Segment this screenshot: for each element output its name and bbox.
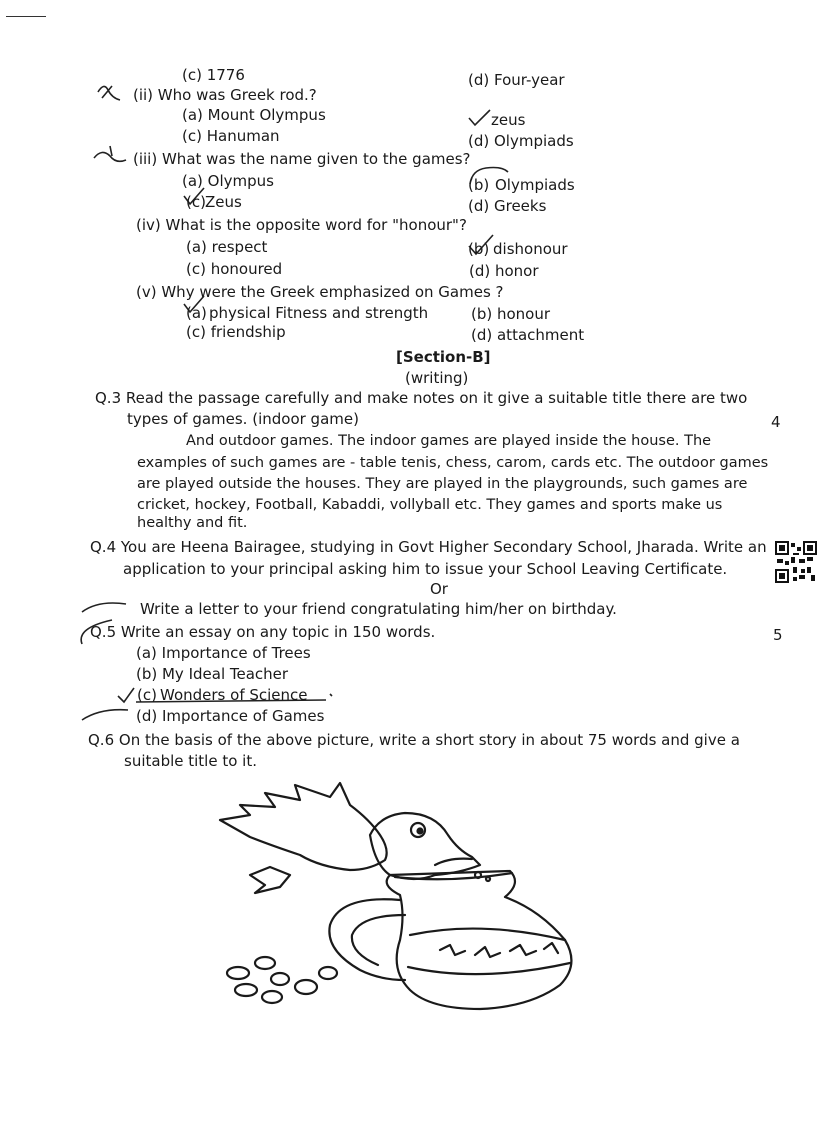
pot-body xyxy=(387,871,572,1009)
q2-option-b: zeus xyxy=(491,111,526,129)
essay-option: (d) Importance of Games xyxy=(136,707,325,725)
essay-option-c-letter: (c) xyxy=(137,686,157,704)
q4-option-d: (d) honor xyxy=(469,262,539,280)
q3-option-a: (a) Olympus xyxy=(182,172,274,190)
crow-beak-line xyxy=(435,859,472,865)
passage-line: healthy and fit. xyxy=(137,515,248,531)
crow-and-pot-illustration xyxy=(210,775,630,1015)
q3w-prompt-line1: Q.3 Read the passage carefully and make notes on it give a suitable title there are two xyxy=(95,389,748,407)
q1-option-c: (c) 1776 xyxy=(182,66,245,84)
passage-line: are played outside the houses. They are played in the playgrounds, such games are xyxy=(137,476,748,492)
passage-line: cricket, hockey, Football, Kabaddi, vollyball etc. They games and sports make us xyxy=(137,497,723,513)
section-subtitle: (writing) xyxy=(405,369,469,387)
q4-option-a: (a) respect xyxy=(186,238,268,256)
section-title: [Section-B] xyxy=(396,348,491,366)
pot-band-top xyxy=(410,929,565,940)
q3-option-d: (d) Greeks xyxy=(468,197,547,215)
q5-question: (v) Why were the Greek emphasized on Games ? xyxy=(136,283,504,301)
q3w-prompt-line2: types of games. (indoor game) xyxy=(127,410,359,428)
q2-option-c: (c) Hanuman xyxy=(182,127,280,145)
pebble xyxy=(319,967,337,979)
essay-option: (a) Importance of Trees xyxy=(136,644,311,662)
pebble xyxy=(235,984,257,996)
essay-option: Wonders of Science xyxy=(160,686,308,704)
q1-option-d: (d) Four-year xyxy=(468,71,565,89)
q4w-prompt-line2: application to your principal asking him to issue your School Leaving Certificate. xyxy=(123,560,728,578)
q3w-marks: 4 xyxy=(771,413,781,431)
passage-line: examples of such games are - table tenis, chess, carom, cards etc. The outdoor games xyxy=(137,455,769,471)
q5-option-a: physical Fitness and strength xyxy=(209,304,429,322)
q4w-prompt-line3: Write a letter to your friend congratulating him/her on birthday. xyxy=(140,600,617,618)
q3-option-b-letter: (b) xyxy=(468,176,490,194)
q2-option-d: (d) Olympiads xyxy=(468,132,574,150)
grade-mark-icon xyxy=(90,142,130,170)
q4-question: (iv) What is the opposite word for "honour"? xyxy=(136,216,467,234)
answer-tick-icon xyxy=(466,108,492,128)
q4-option-c: (c) honoured xyxy=(186,260,283,278)
q6w-prompt-line2: suitable title to it. xyxy=(124,752,257,770)
pebble xyxy=(271,973,289,985)
q5w-prompt: Q.5 Write an essay on any topic in 150 words. xyxy=(90,623,436,641)
pen-stroke-mark-icon xyxy=(74,616,114,646)
q6w-prompt-line1: Q.6 On the basis of the above picture, write a short story in about 75 words and give a xyxy=(88,731,740,749)
q4-option-b-letter: (b) xyxy=(468,240,490,258)
q4w-prompt-line1: Q.4 You are Heena Bairagee, studying in Govt Higher Secondary School, Jharada. Write an xyxy=(90,538,767,556)
qr-code-icon xyxy=(775,541,817,583)
essay-option: (b) My Ideal Teacher xyxy=(136,665,289,683)
q2-question: (ii) Who was Greek rod.? xyxy=(133,86,317,104)
pen-stroke-mark-icon xyxy=(80,704,130,724)
q5-option-c: (c) friendship xyxy=(186,323,286,341)
q5-option-d: (d) attachment xyxy=(471,326,585,344)
cross-tick-mark-icon xyxy=(94,80,124,104)
crow-wing xyxy=(220,783,387,870)
q5-option-a-letter: (a) xyxy=(186,304,207,322)
top-rule xyxy=(6,16,46,17)
q3-option-b: Olympiads xyxy=(495,176,575,194)
pot-handle xyxy=(329,899,405,980)
q4w-or: Or xyxy=(430,580,448,598)
q3-option-c: Zeus xyxy=(205,193,242,211)
pot-pattern xyxy=(440,943,558,957)
crow-tail xyxy=(250,867,290,893)
q3-option-c-letter: (c) xyxy=(186,193,206,211)
q5w-marks: 5 xyxy=(773,626,783,644)
q4-option-b: dishonour xyxy=(493,240,568,258)
q2-option-a: (a) Mount Olympus xyxy=(182,106,326,124)
passage-line: And outdoor games. The indoor games are played inside the house. The xyxy=(186,433,712,449)
pot-band-bottom xyxy=(408,963,570,974)
pen-stroke-mark-icon xyxy=(80,596,128,616)
pebble xyxy=(255,957,275,969)
pebble xyxy=(262,991,282,1003)
drop xyxy=(486,877,490,881)
q3-question: (iii) What was the name given to the games? xyxy=(133,150,471,168)
pebble xyxy=(295,980,317,994)
q5-option-b: (b) honour xyxy=(471,305,551,323)
pebble xyxy=(227,967,249,979)
